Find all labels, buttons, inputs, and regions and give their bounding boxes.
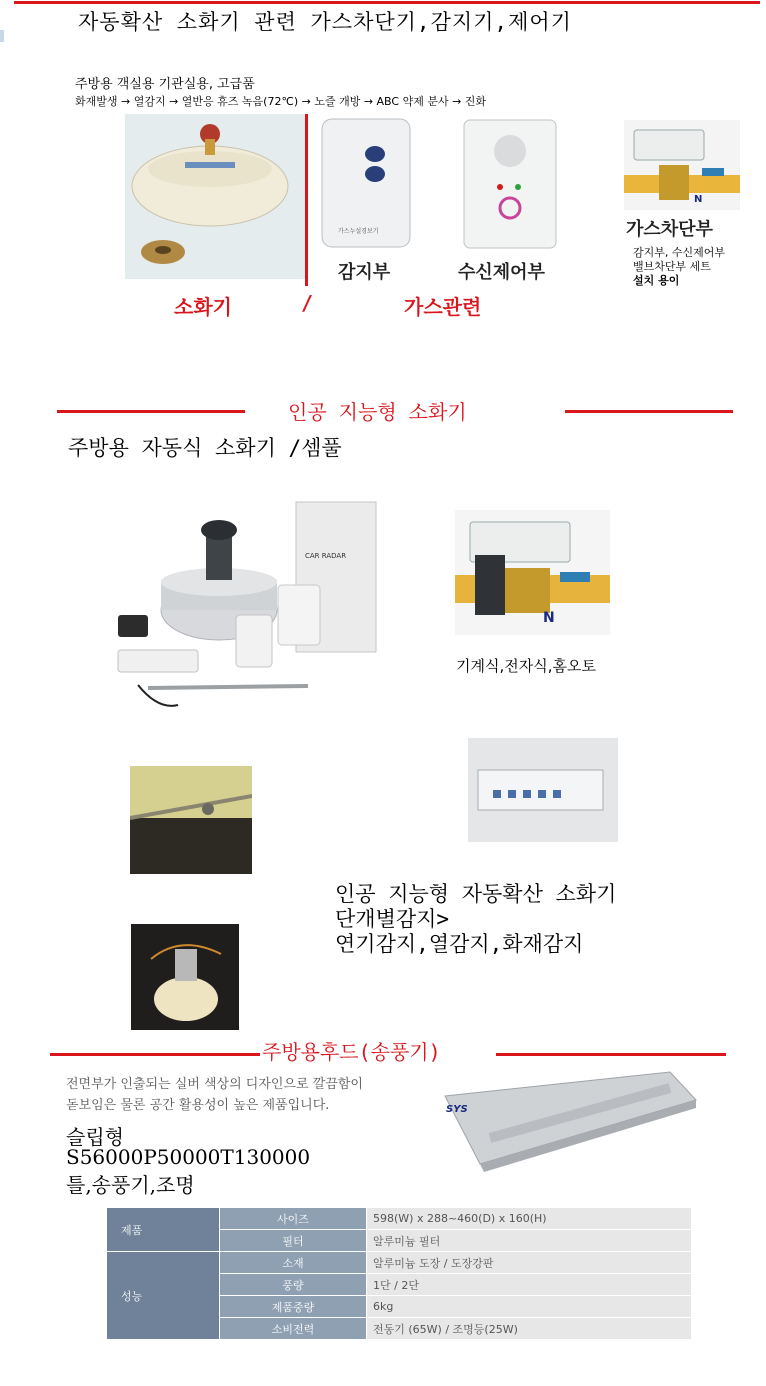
table-value: 알루미늄 도장 / 도장강판 — [367, 1252, 692, 1274]
svg-text:N: N — [543, 610, 555, 626]
label-divider: / — [301, 291, 314, 315]
table-group-product: 제품 — [107, 1208, 220, 1252]
ai-subheading: 주방용 자동식 소화기 /셈풀 — [68, 436, 342, 460]
hood-heading-line-right — [496, 1053, 726, 1056]
valve-note-3: 설치 용이 — [633, 274, 680, 287]
usage-subtitle: 주방용 객실용 기관실용, 고급품 — [75, 77, 255, 92]
ai-heading-line-left — [57, 410, 245, 413]
receiver-caption: 수신제어부 — [458, 262, 545, 283]
table-value: 1단 / 2단 — [367, 1274, 692, 1296]
table-key: 소비전력 — [220, 1318, 367, 1340]
detector-caption: 감지부 — [338, 262, 391, 283]
hood-brand-logo: SYS — [446, 1104, 468, 1115]
gas-label: 가스관련 — [404, 295, 482, 319]
extinguisher-system-photo — [78, 500, 380, 720]
detector-small-text: 가스누설경보기 — [338, 228, 379, 235]
car-radar-label: CAR RADAR — [305, 552, 347, 560]
extinguisher-photo — [125, 114, 305, 279]
valve-note-1: 감지부, 수신제어부 — [633, 246, 726, 259]
ceiling-installation-photo — [130, 766, 252, 874]
control-box-photo — [468, 738, 618, 842]
receiver-photo — [462, 118, 558, 250]
table-row — [107, 1208, 692, 1230]
table-row — [107, 1252, 692, 1274]
ai-desc-line-3: 연기감지,열감지,화재감지 — [335, 932, 584, 956]
hood-desc-line-1: 전면부가 인출되는 실버 색상의 디자인으로 깔끔함이 — [66, 1077, 363, 1092]
page-title: 자동확산 소화기 관련 가스차단기,감지기,제어기 — [78, 10, 572, 34]
top-divider — [14, 1, 760, 4]
gas-valve-photo-large — [455, 510, 610, 635]
extinguisher-label: 소화기 — [174, 295, 232, 319]
section-separator — [305, 114, 308, 286]
valve-caption: 가스차단부 — [626, 219, 713, 240]
table-value: 알루미늄 필터 — [367, 1230, 692, 1252]
ai-section-heading: 인공 지능형 소화기 — [288, 400, 467, 424]
table-value: 전동기 (65W) / 조명등(25W) — [367, 1318, 692, 1340]
svg-text:N: N — [694, 194, 703, 205]
table-key: 소재 — [220, 1252, 367, 1274]
table-key: 제품중량 — [220, 1296, 367, 1318]
table-value: 6kg — [367, 1296, 692, 1318]
hood-model-line-2: S56000P50000T130000 — [66, 1145, 311, 1169]
ai-desc-line-1: 인공 지능형 자동확산 소화기 — [335, 882, 617, 906]
valve-types: 기계식,전자식,홈오토 — [456, 657, 596, 675]
table-group-performance: 성능 — [107, 1252, 220, 1340]
hood-model-line-3: 틀,송풍기,조명 — [66, 1173, 195, 1197]
hood-desc-line-2: 돋보임은 물론 공간 활용성이 높은 제품입니다. — [66, 1098, 330, 1113]
range-hood-photo — [440, 1068, 698, 1172]
table-key: 풍량 — [220, 1274, 367, 1296]
left-edge-mark — [0, 30, 4, 42]
table-value: 598(W) x 288~460(D) x 160(H) — [367, 1208, 692, 1230]
process-description: 화재발생 → 열감지 → 열반응 휴즈 녹음(72℃) → 노즐 개방 → ABC 약제 분사 → 진화 — [75, 95, 487, 108]
hood-section-heading: 주방용후드(송풍기) — [262, 1040, 441, 1064]
hood-heading-line-left — [50, 1053, 260, 1056]
ai-heading-line-right — [565, 410, 733, 413]
ai-desc-line-2: 단개별감지> — [335, 907, 450, 931]
spec-table — [106, 1207, 692, 1340]
table-key: 필터 — [220, 1230, 367, 1252]
valve-note-2: 밸브차단부 세트 — [633, 260, 711, 273]
installed-extinguisher-photo — [131, 924, 239, 1030]
table-key: 사이즈 — [220, 1208, 367, 1230]
hood-model-line-1: 슬립형 — [66, 1125, 124, 1149]
gas-valve-photo — [624, 120, 740, 210]
